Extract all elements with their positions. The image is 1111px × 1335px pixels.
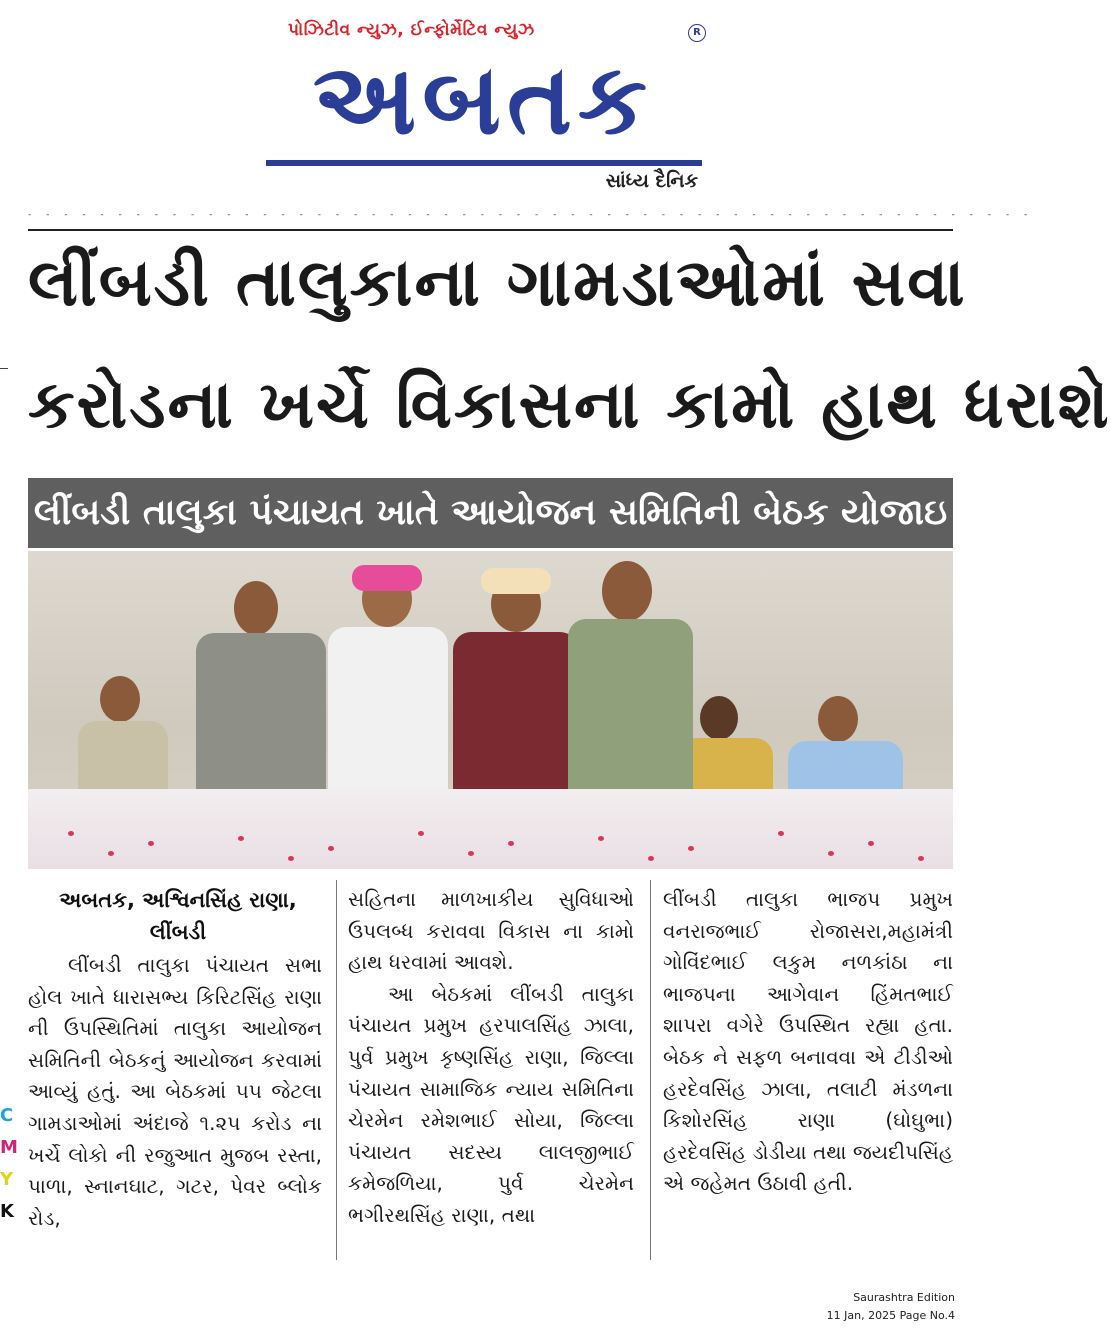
article-paragraph: સહિતના માળખાકીય સુવિધાઓ ઉપલબ્ધ કરાવવા વિકાસ ના કામો હાથ ધરવામાં આવશે. — [348, 887, 634, 975]
photo-table-with-petals — [28, 789, 953, 869]
footer-date-page: 11 Jan, 2025 Page No.4 — [826, 1309, 955, 1322]
cut-off-text-strip: - - - - - - - - - - - - - - - - - - - - - - - - - - - - - - - - - - - - - - - - - - - - - - - - - - - - - - - - — [28, 210, 1034, 220]
news-photo — [28, 551, 953, 869]
article-paragraph: આ બેઠકમાં લીંબડી તાલુકા પંચાયત પ્રમુખ હરપાલસિંહ ઝાલા, પુર્વ પ્રમુખ કૃષ્ણસિંહ રાણા, જિલ્લા પંચાયત સામાજિક ન્યાય સમિતિના ચેરમેન રમેશભાઈ સોયા, જિલ્લા પંચાયત સદસ્ય લાલજીભાઈ કમેજળિયા, પુર્વ ચેરમેન ભગીરથસિંહ રાણા, તથા — [348, 981, 634, 1227]
header-rule — [28, 229, 953, 231]
article-paragraph: લીંબડી તાલુકા પંચાયત સભા હોલ ખાતે ધારાસભ્ય કિરિટસિંહ રાણા ની ઉપસ્થિતિમાં તાલુકા આયોજન સમિતિની બેઠકનું આયોજન કરવામાં આવ્યું હતું. આ બેઠકમાં ૫૫ જેટલા ગામડાઓમાં અંદાજે ૧.૨૫ કરોડ ના ખર્ચે લોકો ની રજુઆત મુજબ રસ્તા, પાળા, સ્નાનઘાટ, ગટર, પેવર બ્લોક રોડ, — [28, 953, 322, 1230]
headline-line-1: લીંબડી તાલુકાના ગામડાઓમાં સવા — [28, 244, 967, 321]
article-paragraph: લીંબડી તાલુકા ભાજપ પ્રમુખ વનરાજભાઈ રોજાસરા,મહામંત્રી ગોવિંદભાઈ લકુમ નળકાંઠા ના ભાજપના આગેવાન હિંમતભાઈ શાપરા વગેરે ઉપસ્થિત રહ્યા હતા. બેઠક ને સફળ બનાવવા એ ટીડીઓ હરદેવસિંહ ઝાલા, તલાટી મંડળના કિશોરસિંહ રાણા (ઘોઘુભા) હરદેવસિંહ ડોડીયા તથા જયદીપસિંહ એ જહેમત ઉઠાવી હતી. — [663, 887, 953, 1196]
article-column-1 — [28, 950, 322, 1234]
color-mark-m: M — [0, 1137, 18, 1158]
byline-place: લીંબડી — [149, 920, 207, 944]
footer-edition: Saurashtra Edition — [853, 1291, 955, 1304]
byline — [28, 884, 328, 948]
crop-mark — [0, 368, 8, 369]
column-divider — [336, 880, 337, 1260]
color-registration-marks — [0, 1100, 18, 1228]
masthead-tagline: પોઝિટીવ ન્યુઝ, ઈન્ફોર્મેટિવ ન્યુઝ — [288, 20, 535, 40]
article-column-3 — [663, 884, 953, 1200]
newspaper-logo: અબતક — [312, 43, 654, 157]
subheadline: લીંબડી તાલુકા પંચાયત ખાતે આયોજન સમિતિની બેઠક યોજાઇ — [28, 478, 953, 548]
column-divider — [650, 880, 651, 1260]
article-column-2 — [348, 884, 634, 1232]
page-footer — [827, 1289, 955, 1325]
color-mark-y: Y — [0, 1169, 14, 1190]
color-mark-c: C — [0, 1105, 14, 1126]
byline-author: અબતક, અશ્વિનસિંહ રાણા, — [59, 888, 297, 912]
masthead — [258, 18, 708, 208]
registered-mark-icon: R — [688, 24, 706, 42]
logo-underline — [266, 160, 702, 166]
color-mark-k: K — [0, 1201, 14, 1222]
edition-type: સાંધ્ય દૈનિક — [605, 170, 698, 192]
headline-line-2: કરોડના ખર્ચે વિકાસના કામો હાથ ધરાશે — [28, 366, 1111, 443]
